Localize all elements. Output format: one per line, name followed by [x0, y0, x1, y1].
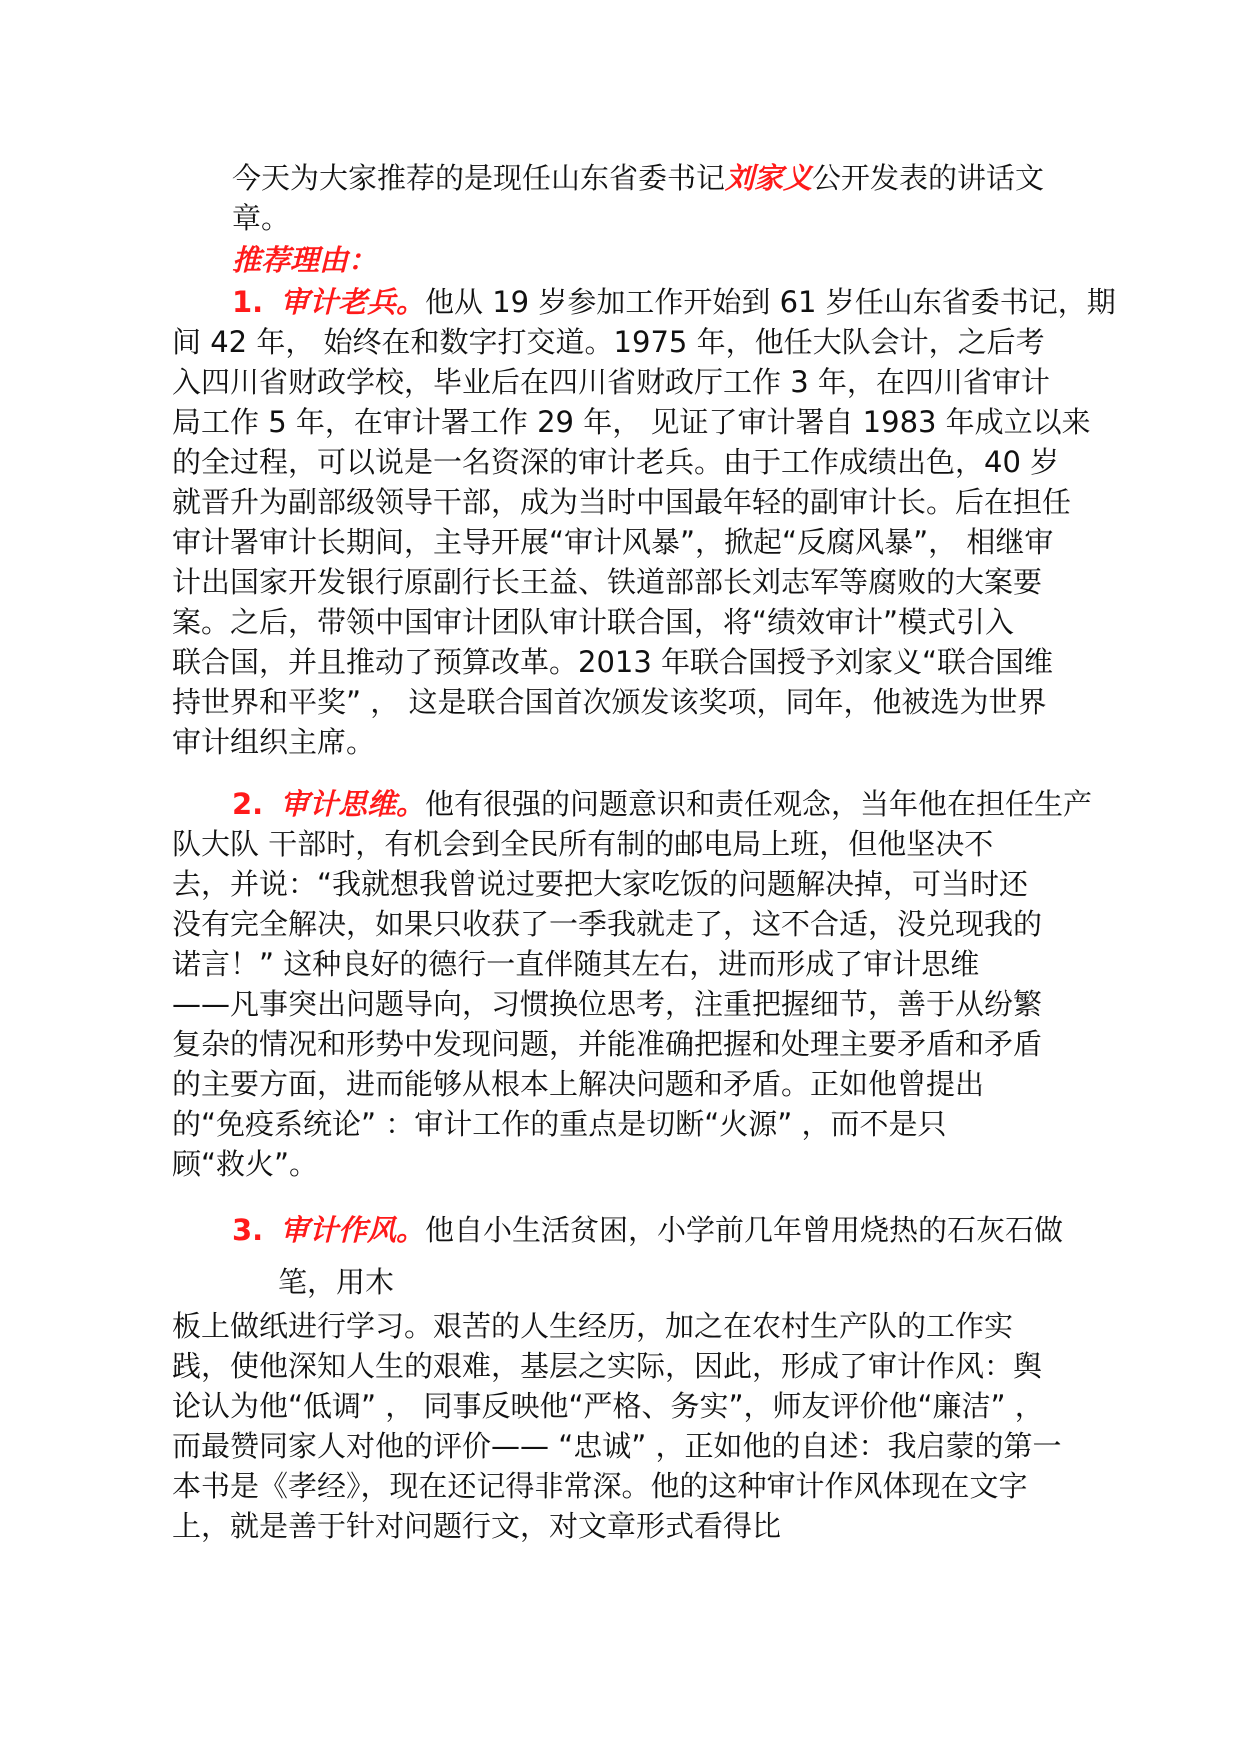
section-1-line: 局工作 5 年，在审计署工作 29 年， 见证了审计署自 1983 年成立以来 — [172, 405, 1091, 439]
section-3-line: 论认为他“低调” ， 同事反映他“严格、务实”，师友评价他“廉洁” ， — [172, 1389, 1044, 1423]
section-2-line: 顾“救火”。 — [172, 1147, 319, 1181]
section-2-number: 2. — [232, 787, 264, 821]
section-2-line: 没有完全解决，如果只收获了一季我就走了，这不合适，没兑现我的 — [172, 907, 1043, 941]
intro-line-2: 章。 — [232, 201, 291, 235]
section-3-line: 而最赞同家人对他的评价—— “忠诚” ，正如他的自述：我启蒙的第一 — [172, 1429, 1062, 1463]
section-3-line: 笔，用木 — [278, 1265, 395, 1299]
section-1-line: 审计署审计长期间，主导开展“审计风暴”，掀起“反腐风暴”， 相继审 — [172, 525, 1054, 559]
section-1-line: 持世界和平奖” ， 这是联合国首次颁发该奖项，同年，他被选为世界 — [172, 685, 1047, 719]
section-2-line: 的主要方面，进而能够从根本上解决问题和矛盾。正如他曾提出 — [172, 1067, 985, 1101]
section-3-line: 践，使他深知人生的艰难，基层之实际，因此，形成了审计作风：舆 — [172, 1349, 1043, 1383]
section-3-line: 他自小生活贫困，小学前几年曾用烧热的石灰石做 — [425, 1213, 1064, 1247]
section-2-line: 的“免疫系统论” ：审计工作的重点是切断“火源” ，而不是只 — [172, 1107, 947, 1141]
section-3-title: 审计作风。 — [280, 1213, 426, 1247]
section-2-line: 他有很强的问题意识和责任观念，当年他在担任生产 — [425, 787, 1093, 821]
section-1-line: 间 42 年， 始终在和数字打交道。1975 年，他任大队会计，之后考 — [172, 325, 1045, 359]
section-2-first-line — [232, 784, 1092, 824]
author-name: 刘家义 — [725, 161, 813, 195]
section-1-line: 联合国，并且推动了预算改革。2013 年联合国授予刘家义“联合国维 — [172, 645, 1054, 679]
section-1-line: 案。之后，带领中国审计团队审计联合国，将“绩效审计”模式引入 — [172, 605, 1015, 639]
intro-after: 公开发表的讲话文 — [812, 161, 1045, 195]
section-1-line: 就晋升为副部级领导干部，成为当时中国最年轻的副审计长。后在担任 — [172, 485, 1072, 519]
section-2-line: 诺言！” 这种良好的德行一直伴随其左右，进而形成了审计思维 — [172, 947, 980, 981]
section-1-title: 审计老兵。 — [280, 285, 426, 319]
section-1-line: 入四川省财政学校，毕业后在四川省财政厅工作 3 年，在四川省审计 — [172, 365, 1050, 399]
section-1-line: 计出国家开发银行原副行长王益、铁道部部长刘志军等腐败的大案要 — [172, 565, 1043, 599]
section-2-line: ——凡事突出问题导向，习惯换位思考，注重把握细节，善于从纷繁 — [172, 987, 1043, 1021]
intro-line-1 — [232, 158, 1044, 198]
section-3-first-line — [232, 1210, 1063, 1250]
section-1-line: 的全过程，可以说是一名资深的审计老兵。由于工作成绩出色，40 岁 — [172, 445, 1060, 479]
intro-before: 今天为大家推荐的是现任山东省委书记 — [232, 161, 726, 195]
section-2-line: 去，并说：“我就想我曾说过要把大家吃饭的问题解决掉，可当时还 — [172, 867, 1029, 901]
section-3-line: 板上做纸进行学习。艰苦的人生经历，加之在农村生产队的工作实 — [172, 1309, 1014, 1343]
section-1-line: 审计组织主席。 — [172, 725, 376, 759]
section-1-number: 1. — [232, 285, 264, 319]
section-1-first-line — [232, 282, 1116, 322]
section-1-line: 他从 19 岁参加工作开始到 61 岁任山东省委书记，期 — [425, 285, 1116, 319]
section-3-number: 3. — [232, 1213, 264, 1247]
section-3-line: 本书是《孝经》，现在还记得非常深。他的这种审计作风体现在文字 — [172, 1469, 1028, 1503]
section-3-line: 上，就是善于针对问题行文，对文章形式看得比 — [172, 1509, 782, 1543]
reason-heading: 推荐理由： — [232, 243, 378, 277]
section-2-title: 审计思维。 — [280, 787, 426, 821]
section-2-line: 复杂的情况和形势中发现问题，并能准确把握和处理主要矛盾和矛盾 — [172, 1027, 1043, 1061]
section-2-line: 队大队 干部时，有机会到全民所有制的邮电局上班，但他坚决不 — [172, 827, 994, 861]
